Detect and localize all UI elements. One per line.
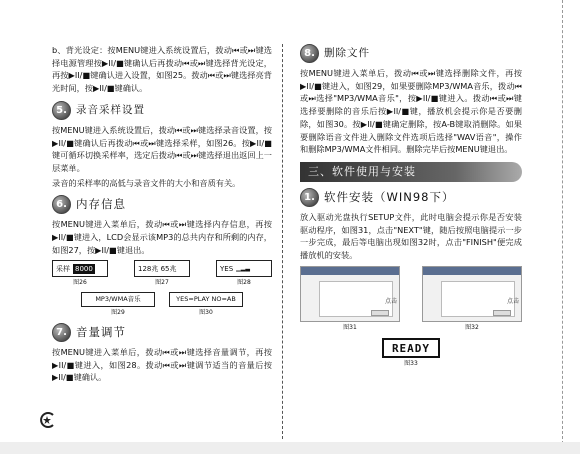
figure-caption: 图30 [199, 308, 213, 316]
section-number-badge: 7. [52, 323, 71, 342]
section-number-badge: 6. [52, 195, 71, 214]
figure-33 [300, 332, 522, 368]
section-number-badge: 8. [300, 44, 319, 63]
window-titlebar [423, 267, 521, 275]
left-column [52, 44, 272, 386]
figure-caption: 图29 [111, 308, 125, 316]
figure-27 [134, 260, 190, 287]
click-label: 点击 [506, 298, 519, 306]
lcd-display [216, 260, 272, 277]
sampling-paragraph: 按MENU键进入系统设置后，拨动⏮或⏭键选择录音设置，按▶II/■键确认后再拨动⏮或⏭键选择采样，如图26。按▶II/■键可循环切换采样率，选定后拨动⏮或⏭键选择退出返回上一层菜单。 [52, 124, 272, 173]
delete-paragraph: 按MENU键进入菜单后，拨动⏮或⏭键选择删除文件，再按▶II/■键进入，如图29，如果要删除MP3/WMA音乐，拨动⏮或⏭选择"MP3/WMA音乐"，按▶II/■键进入。拨动⏮或⏭键选择要删除的音乐后按▶II/■键，播放机会提示你是否要删除，如图30。按▶II/■键确定删除，按A-B键取消删除。如果要删除语音文件进入删除文件选项后选择"WAV语音"，操作和删除MP3/WMA文件相同。删除完毕后按MENU键退出。 [300, 68, 522, 155]
section-8-header [300, 44, 522, 63]
sampling-note: 录音的采样率的高低与录音文件的大小和音质有关。 [52, 177, 241, 188]
section-5-header [52, 101, 272, 120]
right-column [300, 44, 522, 368]
figure-28 [216, 260, 272, 287]
figure-32 [422, 266, 522, 332]
column-divider [282, 44, 283, 439]
install-paragraph: 放入驱动光盘执行SETUP文件，此时电脑会提示你是否安装驱动程序，如图31，点击"NEXT"键，随后按照电脑提示一步一步完成，最后等电脑出现如图32时，点击"FINISH"便完成播放机的安装。 [300, 211, 522, 261]
section-title: 录音采样设置 [76, 104, 145, 117]
installer-screenshot [300, 266, 400, 322]
volume-bars-icon: ▁▂▃ [236, 265, 250, 273]
lcd-value: YES [220, 264, 234, 273]
figure-caption: 图31 [343, 323, 357, 331]
figure-caption: 图32 [465, 323, 479, 331]
finish-button-image [493, 310, 511, 316]
lcd-display [134, 260, 190, 277]
section-number-badge: 1. [300, 188, 319, 207]
figure-caption: 图27 [155, 279, 169, 287]
section-number-badge: 5. [52, 101, 71, 120]
section-title: 内存信息 [76, 196, 126, 211]
window-titlebar [301, 267, 399, 275]
lcd-display [52, 260, 108, 277]
figure-caption: 图33 [404, 360, 418, 368]
installer-screenshot [422, 266, 522, 322]
lcd-display: MP3/WMA音乐 [81, 292, 155, 307]
figure-caption: 图26 [73, 279, 87, 287]
figure-31 [300, 266, 400, 332]
section-title: 音量调节 [76, 324, 126, 339]
section-title: 删除文件 [324, 47, 370, 60]
page-edge-divider [562, 0, 563, 454]
lcd-figure-row-2 [52, 292, 272, 317]
lcd-figure-row-1 [52, 260, 272, 287]
section-7-header [52, 323, 272, 342]
section-title: 软件安装（WIN98下） [324, 189, 455, 204]
lcd-value: 128兆 65兆 [138, 264, 177, 273]
figure-caption: 图28 [237, 279, 251, 287]
figure-26 [52, 260, 108, 287]
figure-30 [169, 292, 243, 317]
lcd-label: 采样 [56, 264, 70, 273]
section-1-header [300, 188, 522, 207]
next-button-image [371, 310, 389, 316]
section-6-header [52, 195, 272, 214]
star-c-logo-icon-svg [38, 411, 56, 429]
page-footer-strip [0, 442, 580, 454]
backlight-paragraph: b、背光设定：按MENU键进入系统设置后，拨动⏮或⏭键选择电源管理按▶II/■键确认后再拨动⏮或⏭键选择背光设定，再按▶II/■键确认进入设置，如图25。拨动⏮或⏭键选择亮背光时间，按▶II/■键确认。 [52, 45, 272, 94]
screenshot-row [300, 266, 522, 332]
star-c-logo-icon [38, 411, 56, 437]
click-label: 点击 [384, 298, 397, 306]
lcd-value: 8000 [75, 264, 93, 273]
ready-lcd-display: READY [382, 338, 440, 358]
figure-29 [81, 292, 155, 317]
chapter-banner: 三、软件使用与安装 [300, 162, 522, 182]
volume-paragraph: 按MENU键进入菜单后，拨动⏮或⏭键选择音量调节，再按▶II/■键进入，如图28。拨动⏮或⏭键调节适当的音量后按▶II/■键确认。 [52, 347, 272, 383]
memory-paragraph: 按MENU键进入菜单后，拨动⏮或⏭键选择内存信息，再按▶II/■键进入，LCD会显示该MP3的总共内存和所剩的内存，如图27，按▶II/■键退出。 [52, 219, 272, 255]
lcd-display: YES=PLAY NO=AB [169, 292, 243, 307]
